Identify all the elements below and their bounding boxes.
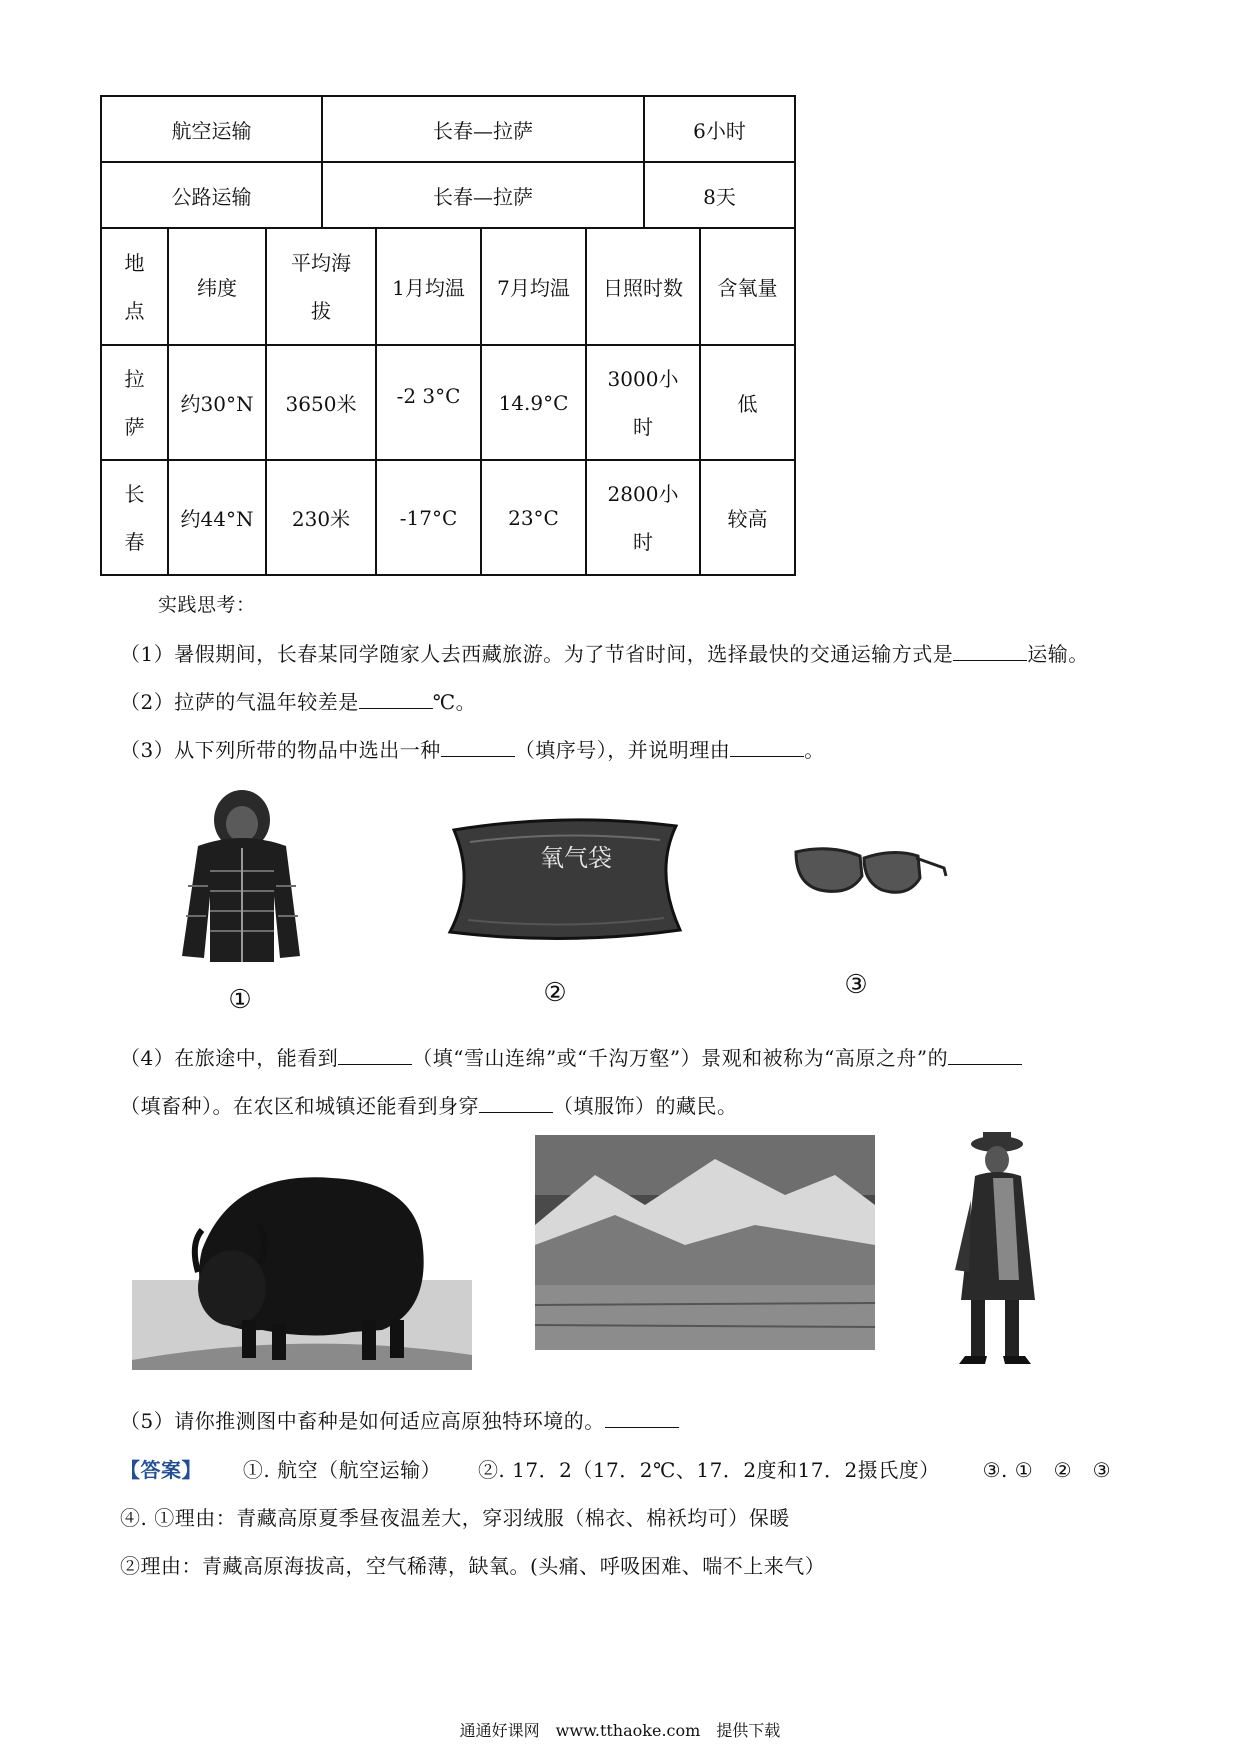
header-oxygen: 含氧量 [700,228,795,345]
cell-jan-temp: -17°C [376,460,481,575]
question-1: （1）暑假期间，长春某同学随家人去西藏旅游。为了节省时间，选择最快的交通运输方式是 运输。 [120,642,1089,666]
answer-blank [359,690,433,709]
answer-blank [479,1094,553,1113]
transport-route: 长春—拉萨 [322,96,644,162]
answer-blank [730,738,804,757]
answer-line-1 [120,1454,1111,1483]
cell-altitude: 3650米 [266,345,376,460]
page-footer: 通通好课网 www.tthaoke.com 提供下载 [459,1721,781,1740]
item-number-2: ② [543,978,567,1008]
climate-table [100,227,796,576]
snow-mountain-photo [535,1135,875,1350]
header-sunshine: 日照时数 [586,228,700,345]
cell-altitude: 230米 [266,460,376,575]
table-header-row [101,228,795,345]
transport-table [100,95,796,229]
cell-sunshine: 2800小 时 [586,460,700,575]
oxygen-bag-label: 氧气袋 [540,844,612,872]
cell-jul-temp: 23°C [481,460,586,575]
answer-3: ③. ① ② ③ [982,1458,1112,1482]
cell-jul-temp: 14.9°C [481,345,586,460]
question-5: （5）请你推测图中畜种是如何适应高原独特环境的。 [120,1405,679,1434]
table-row [101,162,795,228]
question-2: （2）拉萨的气温年较差是 ℃。 [120,690,477,714]
tibetan-costume-figure [935,1130,1065,1370]
answer-label: 【答案】 [120,1458,202,1482]
header-altitude: 平均海 拔 [266,228,376,345]
table-row [101,460,795,575]
cell-place: 长 春 [101,460,168,575]
answer-blank [948,1046,1022,1065]
transport-mode: 航空运输 [101,96,322,162]
answer-5: ②理由：青藏高原海拔高，空气稀薄，缺氧。(头痛、呼吸困难、喘不上来气） [120,1554,826,1578]
header-jan-temp: 1月均温 [376,228,481,345]
cell-oxygen: 较高 [700,460,795,575]
answer-blank [605,1409,679,1428]
answer-4: ④. ①理由：青藏高原夏季昼夜温差大，穿羽绒服（棉衣、棉袄均可）保暖 [120,1506,790,1530]
header-jul-temp: 7月均温 [481,228,586,345]
header-latitude: 纬度 [168,228,266,345]
cell-jan-temp: -2 3°C [376,345,481,460]
oxygen-bag-icon [440,812,690,947]
down-jacket-icon [170,786,310,966]
table-row [101,345,795,460]
yak-photo [132,1160,472,1370]
answer-1: ①. 航空（航空运输） [242,1458,442,1482]
table-row [101,96,795,162]
question-4: （4）在旅途中，能看到 （填“雪山连绵”或“千沟万壑”）景观和被称为“高原之舟”的 [120,1042,1022,1071]
answer-2: ②. 17．2（17．2℃、17．2度和17．2摄氏度） [477,1458,940,1482]
cell-place: 拉 萨 [101,345,168,460]
answer-blank [441,738,515,757]
question-3: （3）从下列所带的物品中选出一种 （填序号），并说明理由 。 [120,738,825,762]
answer-blank [338,1046,412,1065]
item-number-3: ③ [844,970,868,1000]
header-place: 地 点 [101,228,168,345]
cell-latitude: 约44°N [168,460,266,575]
transport-mode: 公路运输 [101,162,322,228]
transport-time: 8天 [644,162,795,228]
transport-time: 6小时 [644,96,795,162]
item-number-1: ① [228,985,252,1015]
transport-route: 长春—拉萨 [322,162,644,228]
answer-blank [953,642,1027,661]
cell-sunshine: 3000小 时 [586,345,700,460]
cell-oxygen: 低 [700,345,795,460]
cell-latitude: 约30°N [168,345,266,460]
sunglasses-icon [790,842,950,902]
practice-heading: 实践思考： [158,594,256,616]
question-4-continued: （填畜种）。在农区和城镇还能看到身穿 （填服饰）的藏民。 [120,1094,738,1118]
